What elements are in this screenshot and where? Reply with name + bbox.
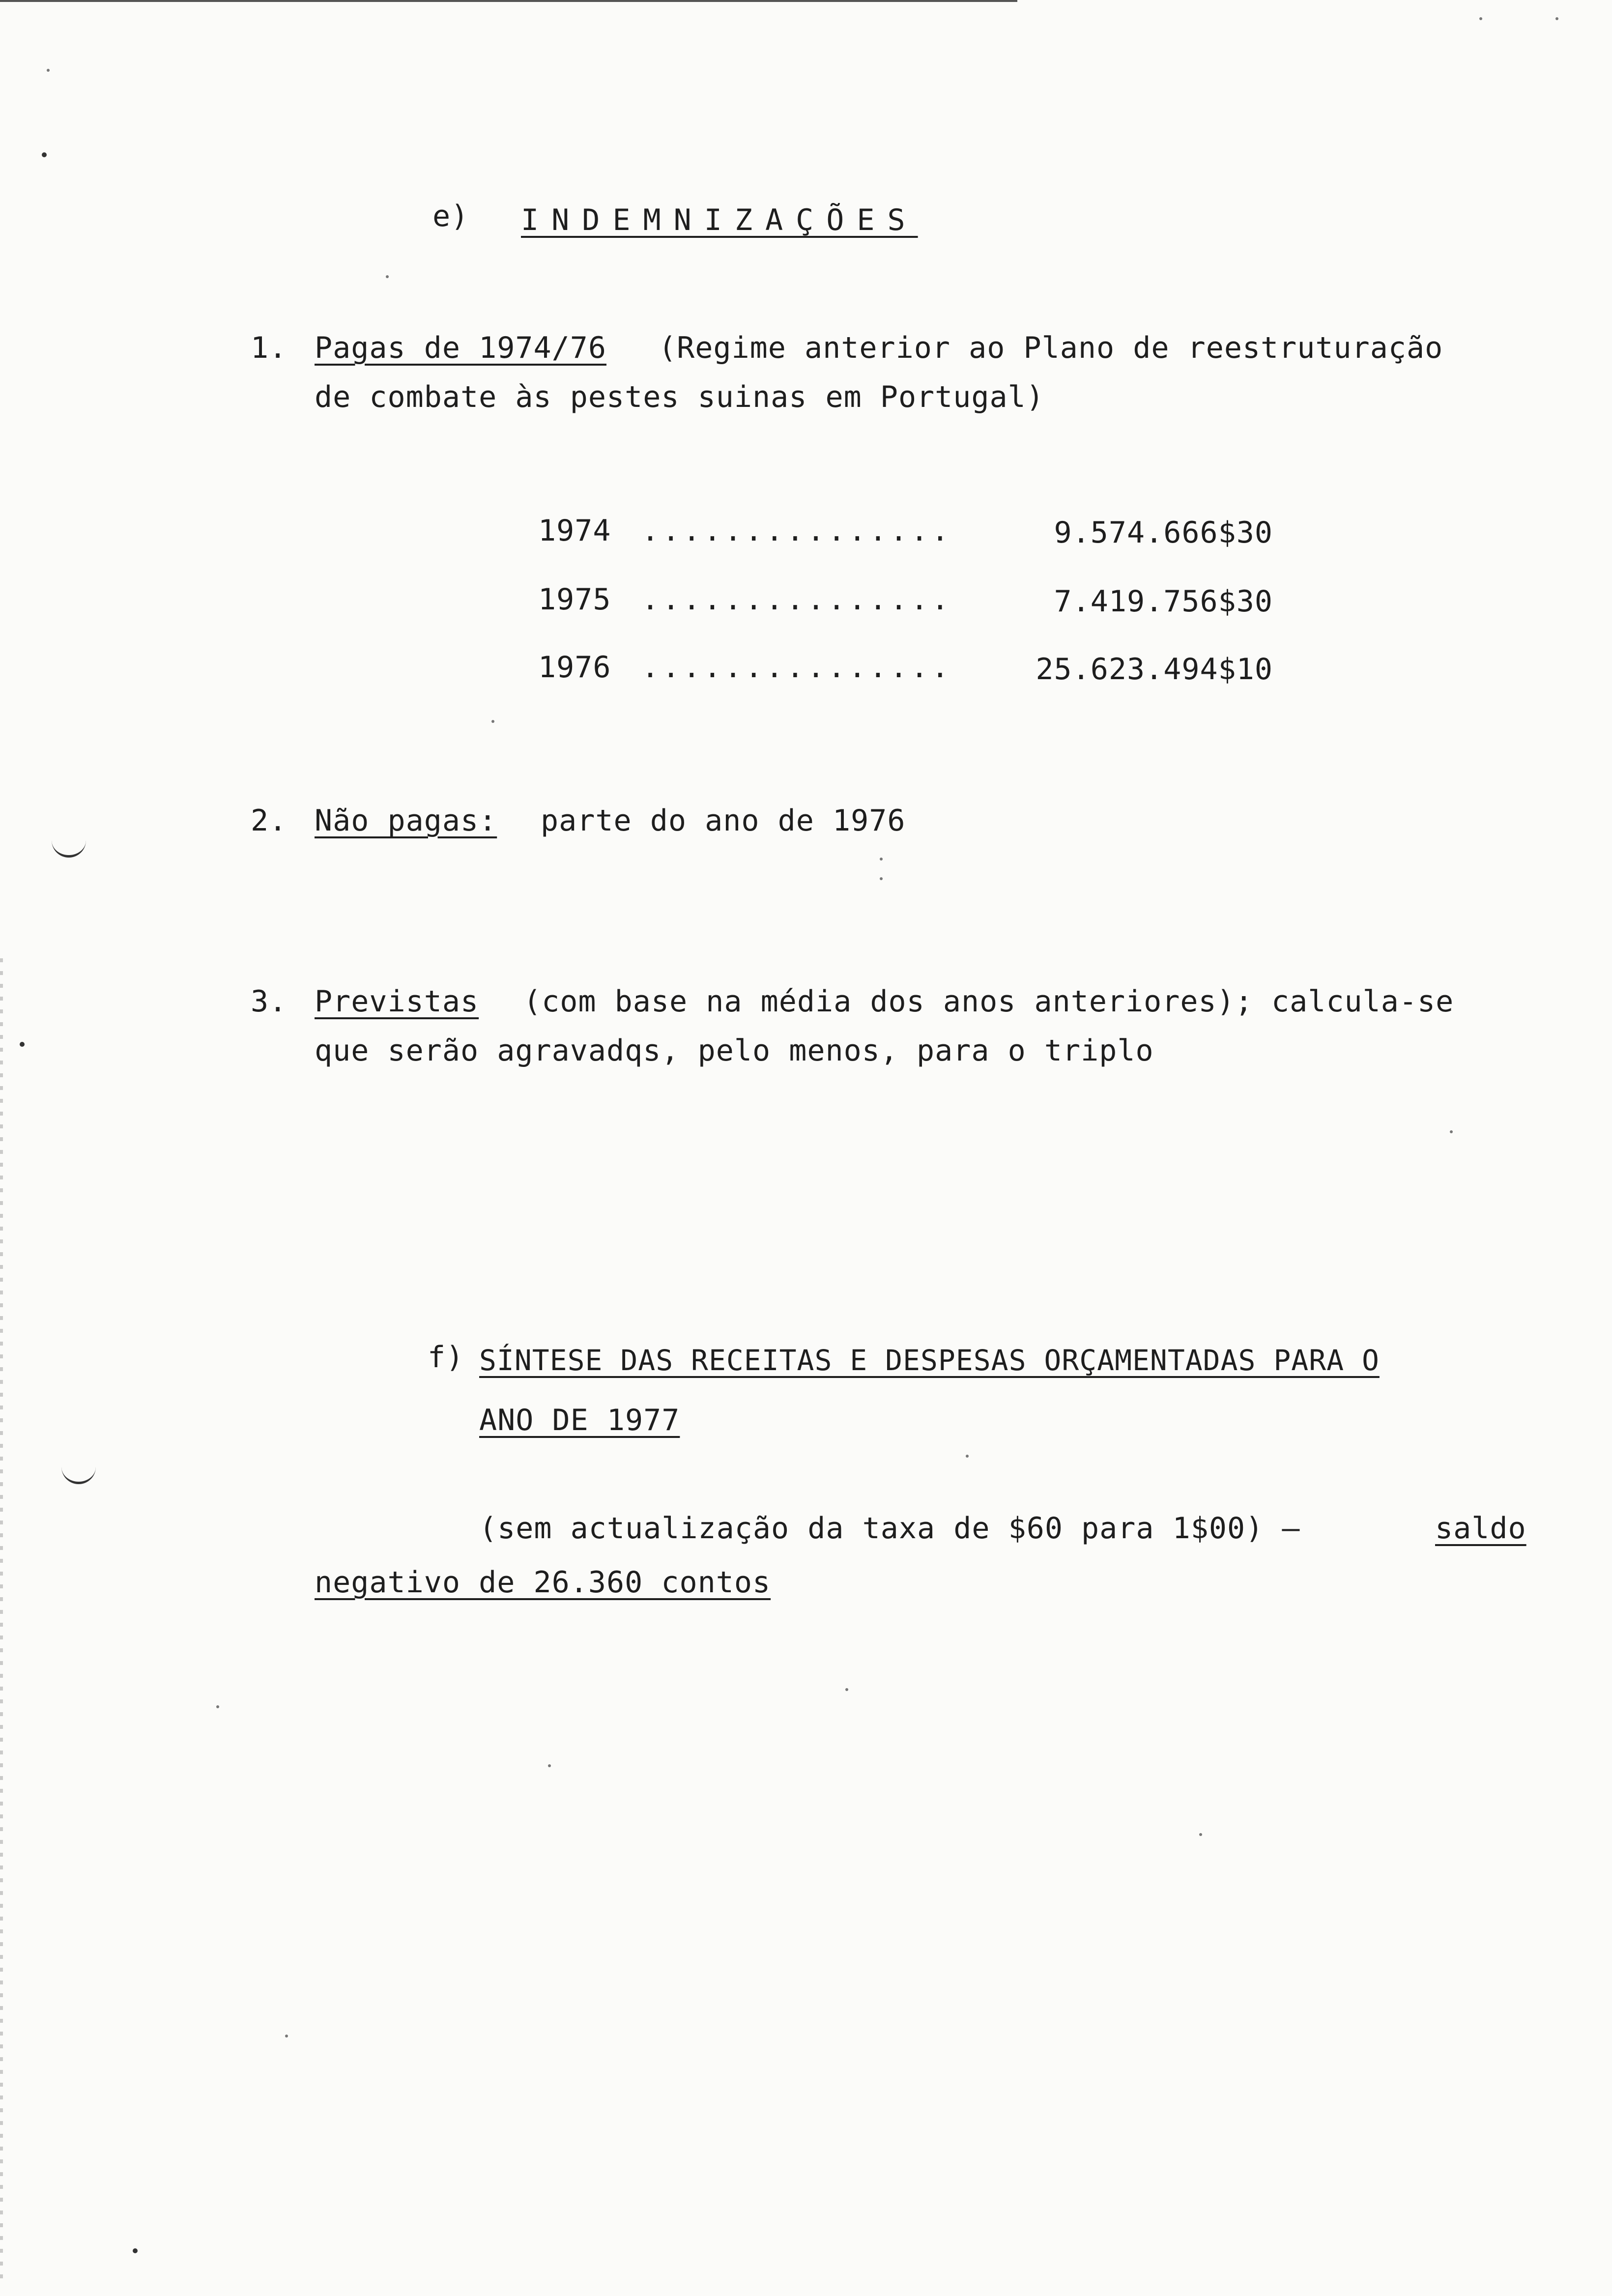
top-scan-edge xyxy=(0,0,1017,2)
item-3-text-line1: (com base na média dos anos anteriores); calcula-se xyxy=(523,984,1454,1019)
payment-year: 1974 xyxy=(538,514,611,548)
payment-leader: ............... xyxy=(641,582,952,617)
scan-speck xyxy=(1479,17,1482,20)
payment-leader: ............... xyxy=(641,514,952,548)
scan-mark xyxy=(61,1462,96,1484)
scan-mark xyxy=(52,835,86,858)
section-e-label: e) xyxy=(432,199,469,233)
scan-speck xyxy=(216,1705,219,1708)
item-1-number: 1. xyxy=(251,331,288,365)
scan-speck xyxy=(133,2248,138,2253)
item-3-text-line2: que serão agravadqs, pelo menos, para o triplo xyxy=(315,1033,1154,1068)
section-f-label: f) xyxy=(428,1340,464,1375)
scan-speck xyxy=(491,720,494,723)
payment-amount: 7.419.756$30 xyxy=(1054,584,1273,619)
scan-speck xyxy=(1555,17,1558,20)
payment-leader: ............... xyxy=(641,650,952,685)
scan-speck xyxy=(1450,1130,1453,1133)
scan-speck xyxy=(285,2035,288,2038)
payment-amount: 25.623.494$10 xyxy=(1036,652,1273,687)
left-scan-edge xyxy=(0,958,3,2285)
section-f-note-line1: (sem actualização da taxa de $60 para 1$00) — xyxy=(479,1511,1300,1546)
payment-year: 1976 xyxy=(538,650,611,685)
section-f-note-emphasis2: negativo de 26.360 contos xyxy=(315,1565,771,1600)
item-2-heading: Não pagas: xyxy=(315,804,497,838)
item-2-number: 2. xyxy=(251,804,288,838)
scan-speck xyxy=(386,275,389,278)
section-f-title-line2: ANO DE 1977 xyxy=(479,1403,680,1437)
item-1-text-line2: de combate às pestes suinas em Portugal) xyxy=(315,380,1044,414)
item-1-heading: Pagas de 1974/76 xyxy=(315,331,606,365)
scan-speck xyxy=(845,1688,848,1691)
payment-amount: 9.574.666$30 xyxy=(1054,516,1273,550)
section-f-note-emphasis1: saldo xyxy=(1435,1511,1526,1546)
item-1-text-line1: (Regime anterior ao Plano de reestruturação xyxy=(659,331,1443,365)
scan-speck xyxy=(47,69,50,72)
item-2-text: parte do ano de 1976 xyxy=(541,804,906,838)
item-3-number: 3. xyxy=(251,984,288,1019)
scan-speck xyxy=(880,858,883,861)
section-e-title: INDEMNIZAÇÕES xyxy=(521,203,918,237)
scan-speck xyxy=(548,1764,551,1767)
scan-speck xyxy=(42,152,47,157)
scan-speck xyxy=(966,1455,969,1458)
item-3-heading: Previstas xyxy=(315,984,479,1019)
section-f-title-line1: SÍNTESE DAS RECEITAS E DESPESAS ORÇAMENTADAS PARA O xyxy=(479,1344,1380,1377)
scan-speck xyxy=(1199,1833,1202,1836)
scan-speck xyxy=(880,877,883,880)
payment-year: 1975 xyxy=(538,582,611,617)
scan-speck xyxy=(20,1042,25,1047)
